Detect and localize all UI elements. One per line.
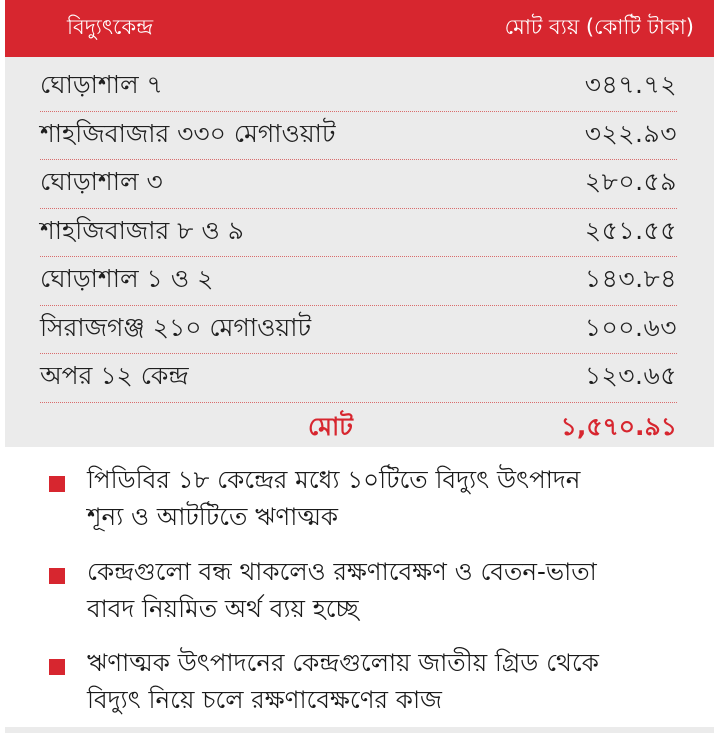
plant-cost: ১৪৩.৮৪ bbox=[584, 264, 677, 294]
list-item bbox=[49, 553, 689, 627]
plant-column-header: বিদ্যুৎকেন্দ্র bbox=[67, 15, 154, 39]
plant-cost: ২৮০.৫৯ bbox=[584, 167, 677, 197]
bottom-divider bbox=[5, 727, 714, 733]
table-row bbox=[40, 257, 677, 306]
plant-cost: ২৫১.৫৫ bbox=[584, 215, 677, 245]
plant-name: ঘোড়াশাল ১ ও ২ bbox=[40, 264, 214, 294]
list-item bbox=[49, 644, 689, 718]
cost-table bbox=[5, 57, 714, 447]
plant-name: ঘোড়াশাল ৩ bbox=[40, 167, 163, 197]
table-header bbox=[5, 0, 714, 57]
table-row bbox=[40, 306, 677, 355]
list-item bbox=[49, 461, 689, 535]
square-bullet-icon bbox=[49, 659, 65, 675]
plant-name: শাহজিবাজার ৩৩০ মেগাওয়াট bbox=[40, 118, 336, 148]
plant-cost: ১২৩.৬৫ bbox=[584, 361, 677, 391]
plant-name: অপর ১২ কেন্দ্র bbox=[40, 361, 189, 391]
bullet-text: পিডিবির ১৮ কেন্দ্রের মধ্যে ১০টিতে বিদ্যুৎ উৎপাদন শূন্য ও আটটিতে ঋণাত্মক bbox=[87, 465, 581, 531]
total-value: ১,৫৭০.৯১ bbox=[560, 412, 677, 441]
square-bullet-icon bbox=[49, 568, 65, 584]
plant-name: সিরাজগঞ্জ ২১০ মেগাওয়াট bbox=[40, 312, 312, 342]
table-row bbox=[40, 112, 677, 161]
plant-name: শাহজিবাজার ৮ ও ৯ bbox=[40, 215, 244, 245]
plant-cost: ৩২২.৯৩ bbox=[584, 118, 677, 148]
plant-cost: ১০০.৬৩ bbox=[584, 312, 677, 342]
square-bullet-icon bbox=[49, 476, 65, 492]
bullet-text: কেন্দ্রগুলো বন্ধ থাকলেও রক্ষণাবেক্ষণ ও বেতন-ভাতা বাবদ নিয়মিত অর্থ ব্যয় হচ্ছে bbox=[87, 557, 597, 623]
total-label: মোট bbox=[308, 412, 353, 441]
table-row bbox=[40, 160, 677, 209]
table-row bbox=[40, 209, 677, 258]
bullet-list bbox=[5, 447, 714, 727]
table-row bbox=[40, 63, 677, 112]
plant-cost: ৩৪৭.৭২ bbox=[584, 70, 677, 100]
bullet-text: ঋণাত্মক উৎপাদনের কেন্দ্রগুলোয় জাতীয় গ্রিড থেকে বিদ্যুৎ নিয়ে চলে রক্ষণাবেক্ষণের কাজ bbox=[87, 648, 599, 714]
cost-column-header: মোট ব্যয় (কোটি টাকা) bbox=[504, 15, 694, 39]
table-row bbox=[40, 354, 677, 403]
plant-name: ঘোড়াশাল ৭ bbox=[40, 70, 163, 100]
